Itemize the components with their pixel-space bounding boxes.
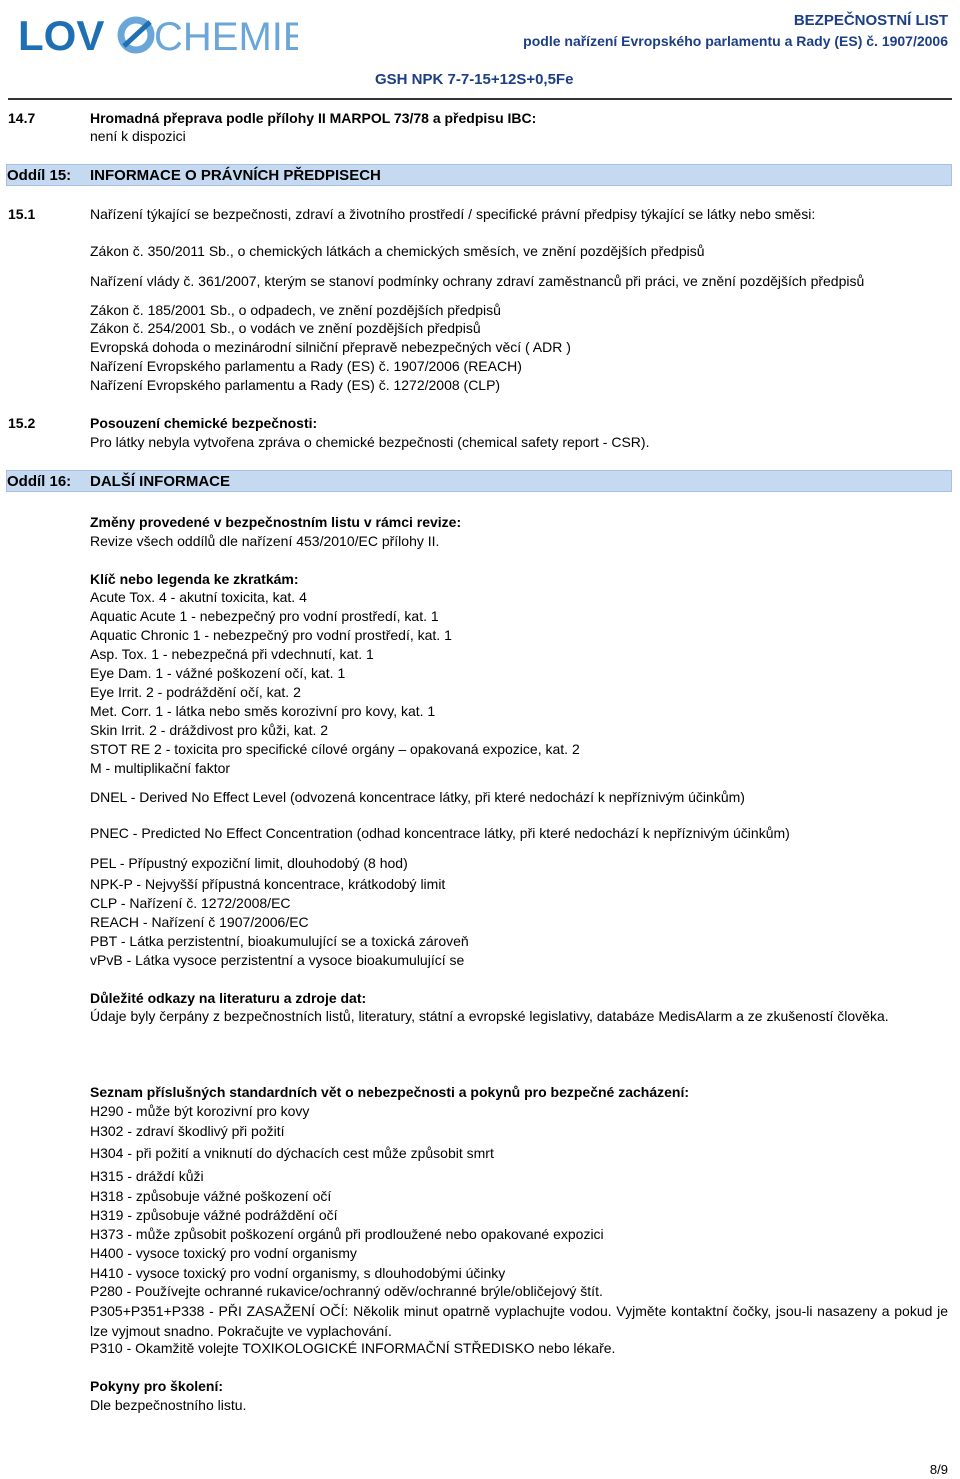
key-item: Aquatic Chronic 1 - nebezpečný pro vodní prostředí, kat. 1: [90, 627, 452, 643]
training-title: Pokyny pro školení:: [90, 1378, 224, 1394]
pnec-definition: PNEC - Predicted No Effect Concentration (odhad koncentrace látky, při které nedochází k nepříznivým účinkům): [90, 825, 790, 841]
document-title: BEZPEČNOSTNÍ LIST: [793, 12, 948, 29]
key-item: Eye Irrit. 2 - podráždění očí, kat. 2: [90, 684, 301, 700]
section-label: Oddíl 16:: [7, 473, 72, 490]
statement-item: H410 - vysoce toxický pro vodní organismy, s dlouhodobými účinky: [90, 1265, 506, 1281]
references-title: Důležité odkazy na literaturu a zdroje dat:: [90, 990, 367, 1006]
statement-item: H373 - může způsobit poškození orgánů při prodloužené nebo opakované expozici: [90, 1226, 604, 1242]
abbreviation-item: vPvB - Látka vysoce perzistentní a vysoce bioakumulující se: [90, 952, 465, 968]
legislation-item: Zákon č. 254/2001 Sb., o vodách ve znění pozdějších předpisů: [90, 320, 481, 336]
legislation-item: Zákon č. 350/2011 Sb., o chemických látkách a chemických směsích, ve znění pozdějších předpisů: [90, 243, 705, 259]
training-text: Dle bezpečnostního listu.: [90, 1397, 247, 1413]
section-title: DALŠÍ INFORMACE: [90, 473, 230, 490]
statement-item: H319 - způsobuje vážné podráždění očí: [90, 1207, 338, 1223]
key-item: Skin Irrit. 2 - dráždivost pro kůži, kat. 2: [90, 722, 329, 738]
changes-text: Revize všech oddílů dle nařízení 453/2010/EC přílohy II.: [90, 533, 440, 549]
subsection-title: Hromadná přeprava podle přílohy II MARPOL 73/78 a předpisu IBC:: [90, 110, 537, 126]
legislation-item: Nařízení vlády č. 361/2007, kterým se stanoví podmínky ochrany zdraví zaměstnanců při práci, ve znění pozdějších předpisů: [90, 273, 865, 289]
subsection-text: Pro látky nebyla vytvořena zpráva o chemické bezpečnosti (chemical safety report - CSR).: [90, 434, 650, 450]
regulation-subtitle: podle nařízení Evropského parlamentu a Rady (ES) č. 1907/2006: [523, 33, 948, 49]
references-text: Údaje byly čerpány z bezpečnostních listů, literatury, státní a evropské legislativy, databáze MedisAlarm a ze zkušeností člověka.: [90, 1008, 889, 1024]
statement-item: H400 - vysoce toxický pro vodní organismy: [90, 1245, 357, 1261]
key-item: STOT RE 2 - toxicita pro specifické cílové orgány – opakovaná expozice, kat. 2: [90, 741, 580, 757]
changes-title: Změny provedené v bezpečnostním listu v rámci revize:: [90, 514, 462, 530]
abbreviation-item: PBT - Látka perzistentní, bioakumulující se a toxická zároveň: [90, 933, 469, 949]
abbreviation-item: PEL - Přípustný expoziční limit, dlouhodobý (8 hod): [90, 855, 408, 871]
statement-item: H302 - zdraví škodlivý při požití: [90, 1123, 285, 1139]
key-item: Aquatic Acute 1 - nebezpečný pro vodní prostředí, kat. 1: [90, 608, 439, 624]
legislation-item: Nařízení Evropského parlamentu a Rady (ES) č. 1272/2008 (CLP): [90, 377, 501, 393]
key-item: M - multiplikační faktor: [90, 760, 231, 776]
subsection-number: 15.1: [8, 206, 36, 222]
statements-title: Seznam příslušných standardních vět o nebezpečnosti a pokynů pro bezpečné zacházení:: [90, 1084, 690, 1100]
section-15-header: [6, 164, 952, 186]
company-logo: [8, 6, 298, 62]
abbreviation-item: REACH - Nařízení č 1907/2006/EC: [90, 914, 309, 930]
svg-text:LOV: LOV: [18, 12, 105, 59]
legislation-item: Evropská dohoda o mezinárodní silniční přepravě nebezpečných věcí ( ADR ): [90, 339, 571, 355]
section-title: INFORMACE O PRÁVNÍCH PŘEDPISECH: [90, 167, 381, 184]
statement-item: H304 - při požití a vniknutí do dýchacích cest může způsobit smrt: [90, 1145, 494, 1161]
key-item: Eye Dam. 1 - vážné poškození očí, kat. 1: [90, 665, 346, 681]
dnel-definition: DNEL - Derived No Effect Level (odvozená koncentrace látky, při které nedochází k nepříznivým účinkům): [90, 789, 745, 805]
legislation-item: Zákon č. 185/2001 Sb., o odpadech, ve znění pozdějších předpisů: [90, 302, 501, 318]
header-divider: [8, 98, 952, 100]
subsection-number: 14.7: [8, 110, 36, 126]
statement-item: H290 - může být korozivní pro kovy: [90, 1103, 310, 1119]
product-name: GSH NPK 7-7-15+12S+0,5Fe: [375, 71, 574, 88]
abbreviation-item: CLP - Nařízení č. 1272/2008/EC: [90, 895, 291, 911]
key-item: Acute Tox. 4 - akutní toxicita, kat. 4: [90, 589, 307, 605]
page-number: 8/9: [929, 1462, 948, 1477]
statement-item: H315 - dráždí kůži: [90, 1168, 204, 1184]
lovochemie-logo-icon: [8, 6, 298, 62]
subsection-title: Posouzení chemické bezpečnosti:: [90, 415, 318, 431]
subsection-title: Nařízení týkající se bezpečnosti, zdraví a životního prostředí / specifické právní předpisy týkající se látky nebo směsi:: [90, 206, 816, 222]
statement-item: P280 - Používejte ochranné rukavice/ochranný oděv/ochranné brýle/obličejový štít.: [90, 1283, 603, 1299]
key-item: Met. Corr. 1 - látka nebo směs korozivní pro kovy, kat. 1: [90, 703, 436, 719]
abbreviation-item: NPK-P - Nejvyšší přípustná koncentrace, krátkodobý limit: [90, 876, 446, 892]
svg-text:CHEMIE: CHEMIE: [154, 15, 298, 59]
statement-item: H318 - způsobuje vážné poškození očí: [90, 1188, 332, 1204]
key-item: Asp. Tox. 1 - nebezpečná při vdechnutí, kat. 1: [90, 646, 374, 662]
subsection-number: 15.2: [8, 415, 36, 431]
statement-item: P310 - Okamžitě volejte TOXIKOLOGICKÉ INFORMAČNÍ STŘEDISKO nebo lékaře.: [90, 1340, 616, 1356]
subsection-text: není k dispozici: [90, 128, 186, 144]
statement-item: P305+P351+P338 - PŘI ZASAŽENÍ OČÍ: Několik minut opatrně vyplachujte vodou. Vyjměte kontaktní čočky, jsou-li nasazeny a pokud je lze vyjmout snadno. Pokračujte ve vyplachování.: [90, 1303, 948, 1339]
legislation-item: Nařízení Evropského parlamentu a Rady (ES) č. 1907/2006 (REACH): [90, 358, 522, 374]
section-16-header: [6, 470, 952, 492]
key-title: Klíč nebo legenda ke zkratkám:: [90, 571, 299, 587]
section-label: Oddíl 15:: [7, 167, 72, 184]
